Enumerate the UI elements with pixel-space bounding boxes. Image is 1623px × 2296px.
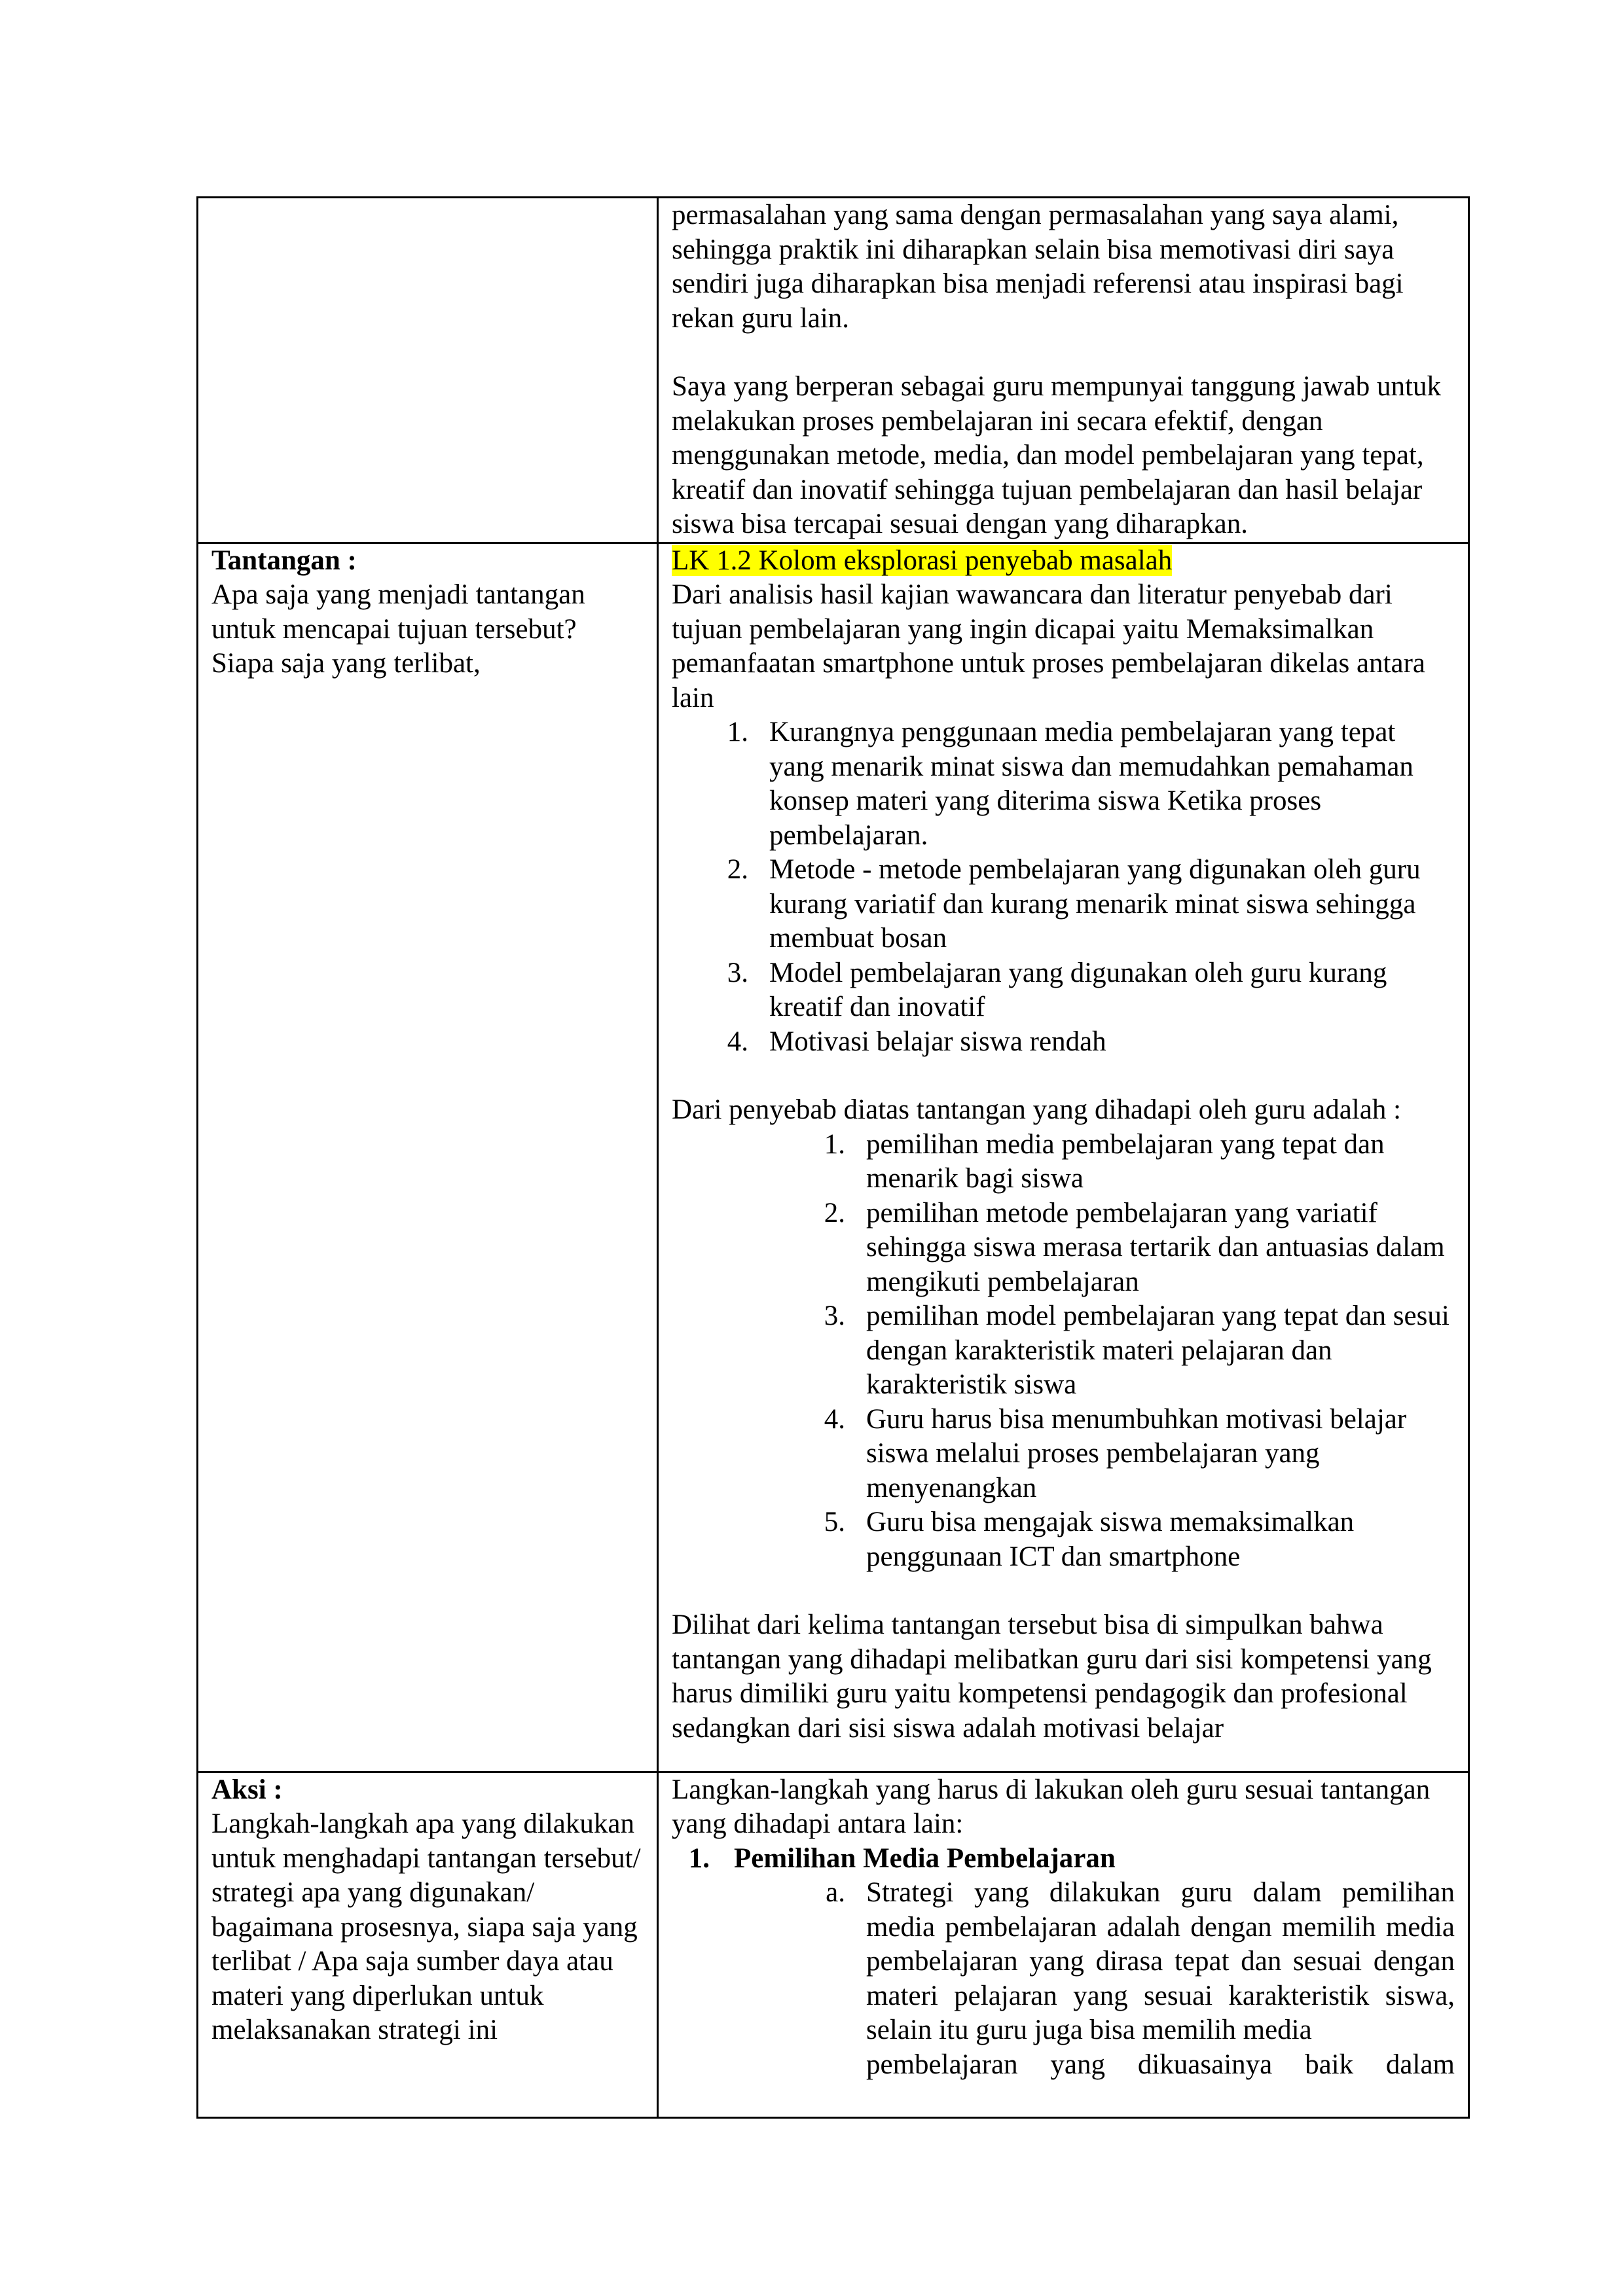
- tantangan-question: Apa saja yang menjadi tantangan untuk mencapai tujuan tersebut? Siapa saja yang terlibat,: [211, 579, 585, 679]
- causes-list: [672, 715, 1455, 1059]
- step-title: Pemilihan Media Pembelajaran: [734, 1842, 1116, 1874]
- highlighted-title: LK 1.2 Kolom eksplorasi penyebab masalah: [672, 545, 1173, 576]
- conclusion-paragraph: Dilihat dari kelima tantangan tersebut bisa di simpulkan bahwa tantangan yang dihadapi melibatkan guru dari sisi kompetensi yang harus dimiliki guru yaitu kompetensi pendagogik dan profesional sedangkan dari sisi siswa adalah motivasi belajar: [672, 1609, 1432, 1744]
- list-item: 2. Metode - metode pembelajaran yang digunakan oleh guru kurang variatif dan kurang menarik minat siswa sehingga membuat bosan: [727, 854, 1421, 954]
- aksi-question: Langkah-langkah apa yang dilakukan untuk menghadapi tantangan tersebut/ strategi apa yang digunakan/ bagaimana prosesnya, siapa saja yang terlibat / Apa saja sumber daya atau materi yang diperlukan untuk melaksanakan strategi ini: [211, 1808, 641, 2045]
- table-row-tantangan: [198, 543, 1469, 1772]
- substep-last-line: pembelajaran yang dikuasainya baik dalam: [866, 2049, 1455, 2080]
- steps-list: [672, 1842, 1455, 1876]
- tantangan-heading: Tantangan :: [211, 545, 357, 576]
- list-item: 5. Guru bisa mengajak siswa memaksimalkan penggunaan ICT dan smartphone: [824, 1507, 1355, 1572]
- list-item: 4. Guru harus bisa menumbuhkan motivasi belajar siswa melalui proses pembelajaran yang menyenangkan: [824, 1403, 1407, 1503]
- list-item: 2. pemilihan metode pembelajaran yang variatif sehingga siswa merasa tertarik dan antuasias dalam mengikuti pembelajaran: [824, 1197, 1445, 1297]
- row2-left-cell: [198, 543, 658, 1772]
- challenges-list: [672, 1128, 1455, 1575]
- causes-intro: Dari analisis hasil kajian wawancara dan literatur penyebab dari tujuan pembelajaran yang ingin dicapai yaitu Memaksimalkan pemanfaatan smartphone untuk proses pembelajaran dikelas antara lain: [672, 579, 1425, 713]
- list-item: 3. Model pembelajaran yang digunakan oleh guru kurang kreatif dan inovatif: [727, 957, 1387, 1022]
- table-row-context: [198, 198, 1469, 543]
- substep-text: Strategi yang dilakukan guru dalam pemilihan media pembelajaran adalah dengan memilih media pembelajaran yang dirasa tepat dan sesuai dengan materi pelajaran yang sesuai karakteristik siswa, selain itu guru juga bisa memilih media: [866, 1877, 1455, 2045]
- list-item: 1. pemilihan media pembelajaran yang tepat dan menarik bagi siswa: [824, 1128, 1385, 1194]
- list-item: 1. Kurangnya penggunaan media pembelajaran yang tepat yang menarik minat siswa dan memudahkan pemahaman konsep materi yang diterima siswa Ketika proses pembelajaran.: [727, 717, 1413, 851]
- table-row-aksi: [198, 1772, 1469, 2117]
- row3-left-cell: [198, 1772, 658, 2117]
- row1-paragraph-2: Saya yang berperan sebagai guru mempunyai tanggung jawab untuk melakukan proses pembelajaran ini secara efektif, dengan menggunakan metode, media, dan model pembelajaran yang tepat, kreatif dan inovatif sehingga tujuan pembelajaran dan hasil belajar siswa bisa tercapai sesuai dengan yang diharapkan.: [672, 371, 1441, 539]
- list-item: 3. pemilihan model pembelajaran yang tepat dan sesui dengan karakteristik materi pelajaran dan karakteristik siswa: [824, 1300, 1450, 1400]
- list-item: 1. Pemilihan Media Pembelajaran: [672, 1842, 1455, 1876]
- row1-left-cell: [198, 198, 658, 543]
- row3-right-cell: [658, 1772, 1469, 2117]
- aksi-heading: Aksi :: [211, 1774, 283, 1805]
- list-item: a. Strategi yang dilakukan guru dalam pemilihan media pembelajaran adalah dengan memilih media pembelajaran yang dirasa tepat dan sesuai dengan materi pelajaran yang sesuai karakteristik siswa, selain itu guru juga bisa memilih media pembelajaran yang dikuasainya baik dalam: [672, 1876, 1455, 2082]
- row1-right-cell: [658, 198, 1469, 543]
- row1-paragraph-1: permasalahan yang sama dengan permasalahan yang saya alami, sehingga praktik ini diharapkan selain bisa memotivasi diri saya sendiri juga diharapkan bisa menjadi referensi atau inspirasi bagi rekan guru lain.: [672, 200, 1404, 334]
- row2-right-cell: [658, 543, 1469, 1772]
- aksi-intro: Langkan-langkah yang harus di lakukan oleh guru sesuai tantangan yang dihadapi antara lain:: [672, 1774, 1431, 1839]
- list-item: 4. Motivasi belajar siswa rendah: [727, 1026, 1106, 1057]
- challenges-intro: Dari penyebab diatas tantangan yang dihadapi oleh guru adalah :: [672, 1094, 1402, 1125]
- document-table: [196, 196, 1470, 2119]
- substeps-list: [672, 1876, 1455, 2082]
